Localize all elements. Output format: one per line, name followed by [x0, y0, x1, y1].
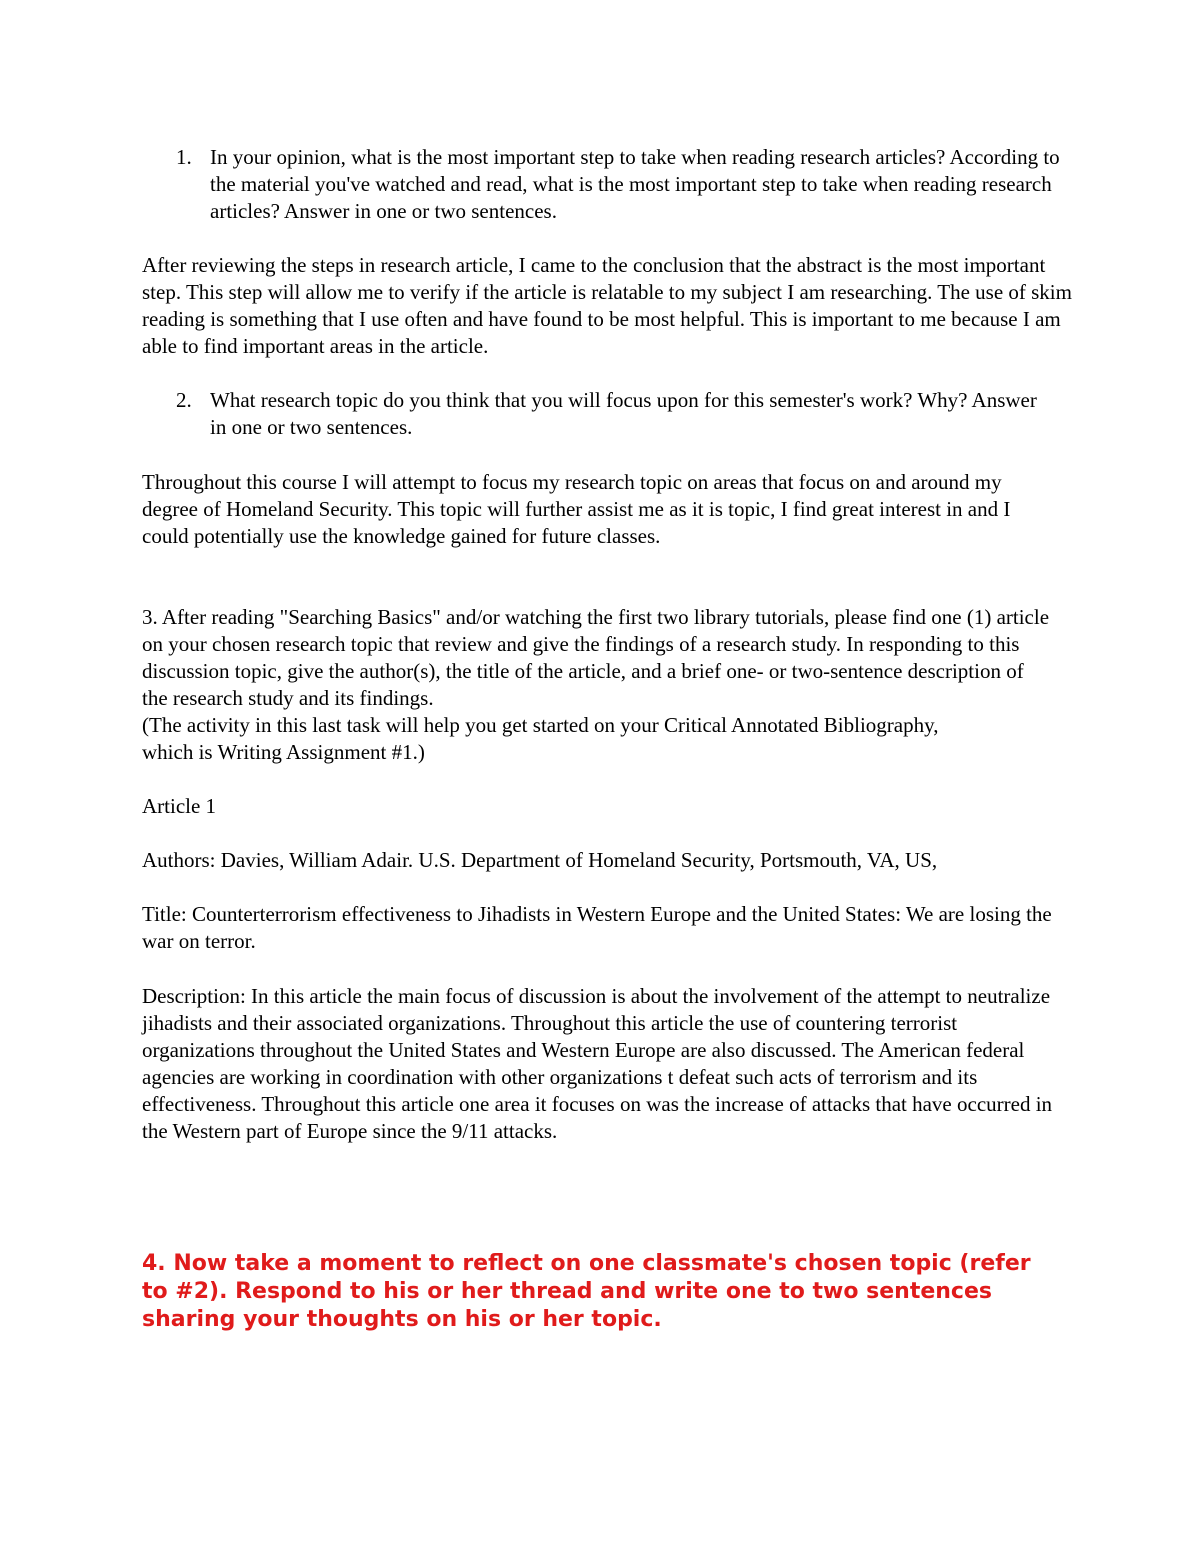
question-3-text: 3. After reading "Searching Basics" and/or watching the first two library tutorials, please find one (1) article on your chosen research topic that review and give the findings of a research study. In responding to this discussion topic, give the author(s), the title of the article, and a brief one- or two-sentence description of the research study and its findings.	[142, 605, 1050, 710]
question-2-number: 2.	[176, 388, 192, 412]
answer-2: Throughout this course I will attempt to focus my research topic on areas that focus on and around my degree of Homeland Security. This topic will further assist me as it is topic, I find great interest in and I could potentially use the knowledge gained for future classes.	[142, 470, 1011, 548]
article-authors: Authors: Davies, William Adair. U.S. Department of Homeland Security, Portsmouth, VA, US,	[142, 848, 938, 872]
question-2-text: What research topic do you think that you will focus upon for this semester's work? Why? Answer in one or two sentences.	[210, 388, 1037, 439]
question-3-note: (The activity in this last task will help you get started on your Critical Annotated Bibliography, which is Writing Assignment #1.)	[142, 713, 939, 764]
article-title: Title: Counterterrorism effectiveness to Jihadists in Western Europe and the United States: We are losing the war on terror.	[142, 902, 1052, 953]
question-4: 4. Now take a moment to reflect on one classmate's chosen topic (refer to #2). Respond to his or her thread and write one to two sentences sharing your thoughts on his or her topic.	[142, 1251, 1031, 1332]
article-description: Description: In this article the main focus of discussion is about the involvement of the attempt to neutralize jihadists and their associated organizations. Throughout this article the use of countering terrorist organizations throughout the United States and Western Europe are also discussed. The American federal agencies are working in coordination with other organizations t defeat such acts of terrorism and its effectiveness. Throughout this article one area it focuses on was the increase of attacks that have occurred in the Western part of Europe since the 9/11 attacks.	[142, 984, 1053, 1143]
question-1	[176, 144, 1060, 225]
answer-1: After reviewing the steps in research article, I came to the conclusion that the abstract is the most important step. This step will allow me to verify if the article is relatable to my subject I am researching. The use of skim reading is something that I use often and have found to be most helpful. This is important to me because I am able to find important areas in the article.	[142, 253, 1072, 358]
question-1-number: 1.	[176, 145, 192, 169]
question-1-text: In your opinion, what is the most important step to take when reading research articles? According to the material you've watched and read, what is the most important step to take when reading research articles? Answer in one or two sentences.	[210, 145, 1060, 223]
article-heading: Article 1	[142, 794, 217, 818]
question-2	[176, 387, 1040, 441]
